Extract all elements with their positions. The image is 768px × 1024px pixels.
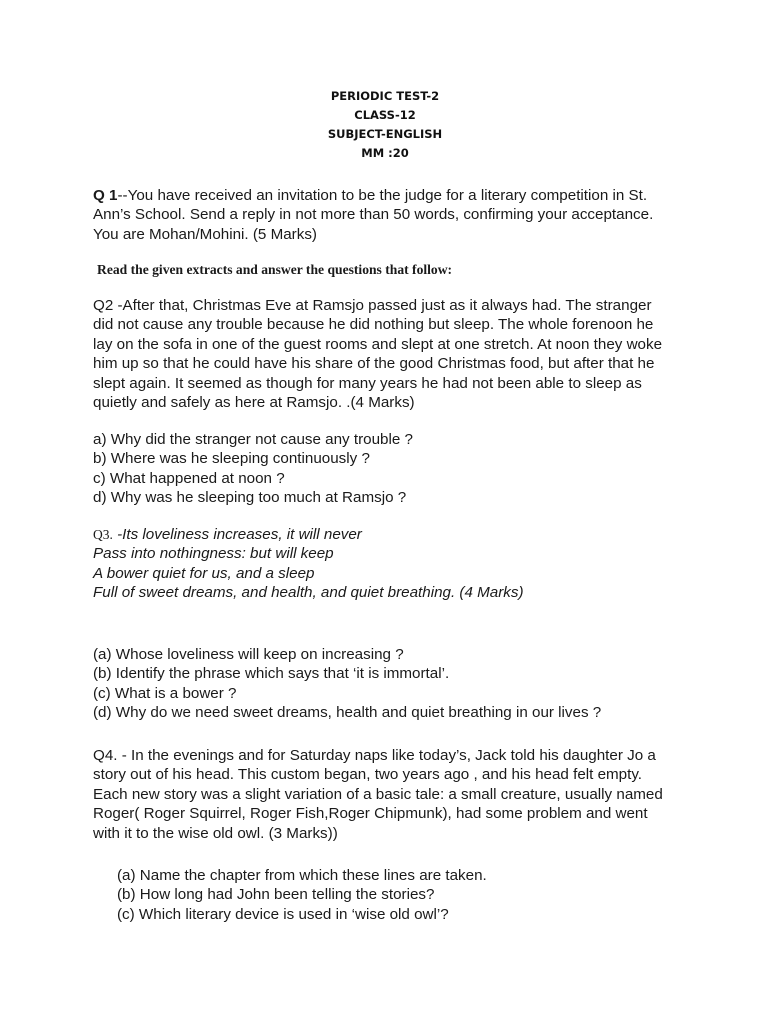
question-4-passage xyxy=(93,746,713,843)
question-3-poem xyxy=(93,525,713,603)
q3-subquestion: (c) What is a bower ? xyxy=(93,684,237,702)
q2-subquestion: c) What happened at noon ? xyxy=(93,469,285,487)
poem-line: -Its loveliness increases, it will never xyxy=(112,526,362,543)
poem-line: A bower quiet for us, and a sleep xyxy=(93,564,315,582)
question-4-subquestions xyxy=(117,866,737,924)
q3-label: Q3. xyxy=(93,527,113,542)
q2-line: did not cause any trouble because he did nothing but sleep. The whole forenoon he xyxy=(93,316,654,334)
q4-subquestion: (b) How long had John been telling the stories? xyxy=(117,886,435,904)
q1-text-line: --You have received an invitation to be the judge for a literary competition in St. xyxy=(117,187,648,204)
max-marks: MM :20 xyxy=(361,146,409,160)
instruction: Read the given extracts and answer the questions that follow: xyxy=(97,262,453,277)
q2-line: lay on the sofa in one of the guest rooms and slept at one stretch. At noon they woke xyxy=(93,335,663,353)
q3-subquestion: (b) Identify the phrase which says that ‘it is immortal’. xyxy=(93,665,450,683)
q2-subquestion: d) Why was he sleeping too much at Ramsjo ? xyxy=(93,489,407,507)
question-1 xyxy=(93,186,713,244)
q4-line: with it to the wise old owl. (3 Marks)) xyxy=(93,824,338,842)
poem-line: Full of sweet dreams, and health, and quiet breathing. (4 Marks) xyxy=(93,584,524,602)
q1-text-line: You are Mohan/Mohini. (5 Marks) xyxy=(93,225,317,243)
q3-subquestion: (a) Whose loveliness will keep on increasing ? xyxy=(93,646,404,663)
q4-subquestion: (c) Which literary device is used in ‘wise old owl’? xyxy=(117,905,449,923)
q1-label: Q 1 xyxy=(93,187,118,204)
test-title: PERIODIC TEST-2 xyxy=(330,89,440,103)
q4-line: Q4. - In the evenings and for Saturday naps like today’s, Jack told his daughter Jo a xyxy=(93,747,656,764)
question-2-passage xyxy=(93,296,713,412)
poem-line: Pass into nothingness: but will keep xyxy=(93,545,334,563)
class-label: CLASS-12 xyxy=(354,108,416,122)
q2-line: quietly and safely as here at Ramsjo. .(4 Marks) xyxy=(93,394,415,412)
question-3-subquestions xyxy=(93,645,713,723)
q2-subquestion: a) Why did the stranger not cause any trouble ? xyxy=(93,431,413,448)
test-header xyxy=(0,87,768,163)
q2-subquestion: b) Where was he sleeping continuously ? xyxy=(93,450,370,468)
subject-label: SUBJECT-ENGLISH xyxy=(327,127,443,141)
q2-line: him up so that he could have his share of the good Christmas food, but after that he xyxy=(93,355,655,373)
q4-line: Roger( Roger Squirrel, Roger Fish,Roger Chipmunk), had some problem and went xyxy=(93,805,648,823)
q3-subquestion: (d) Why do we need sweet dreams, health and quiet breathing in our lives ? xyxy=(93,704,602,722)
question-2-subquestions xyxy=(93,430,713,508)
q2-line: slept again. It seemed as though for many years he had not been able to sleep as xyxy=(93,374,642,392)
q4-subquestion: (a) Name the chapter from which these lines are taken. xyxy=(117,867,487,884)
q4-line: story out of his head. This custom began, two years ago , and his head felt empty. xyxy=(93,766,643,784)
q1-text-line: Ann’s School. Send a reply in not more than 50 words, confirming your acceptance. xyxy=(93,206,654,224)
q2-line: Q2 -After that, Christmas Eve at Ramsjo passed just as it always had. The stranger xyxy=(93,297,652,314)
q4-line: Each new story was a slight variation of a basic tale: a small creature, usually named xyxy=(93,785,663,803)
